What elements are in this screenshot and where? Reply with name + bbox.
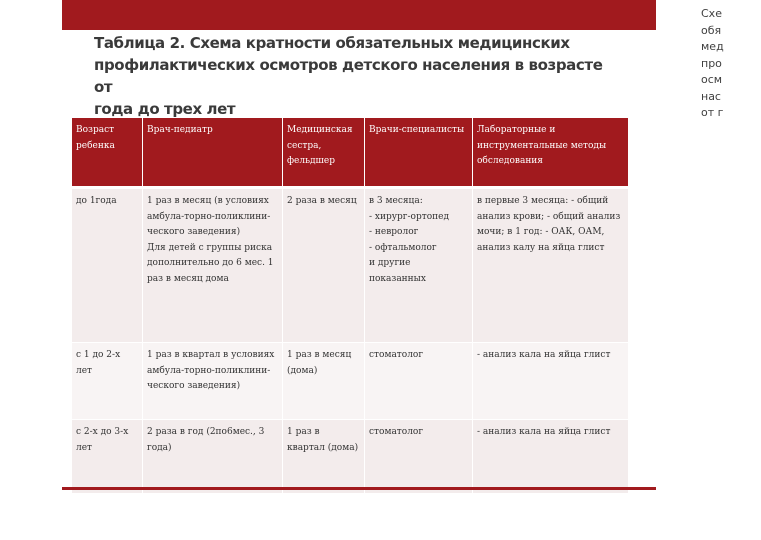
table-row — [72, 343, 629, 420]
cell-nurse: 2 раза в месяц — [283, 188, 365, 343]
cell-lab: - анализ кала на яйца глист — [473, 343, 629, 420]
cell-text: Для детей с группы риска дополнительно до 6 мес. 1 раз в месяц дома — [147, 242, 274, 284]
cell-nurse: 1 раз в квартал (дома) — [283, 420, 365, 494]
side-text-line: мед — [701, 40, 724, 53]
table-row — [72, 420, 629, 494]
cell-text: 2 раза в год (2по6мес., 3 года) — [147, 427, 265, 453]
title-line: Таблица 2. Схема кратности обязательных медицинских — [94, 34, 570, 52]
table-header-row — [72, 118, 629, 188]
cell-age: до 1года — [72, 188, 143, 343]
cell-pediatrician — [143, 188, 283, 343]
side-text-fragment — [701, 6, 761, 122]
title-line: профилактических осмотров детского населения в возрасте от — [94, 56, 603, 96]
header-age: Возраст ребенка — [72, 118, 143, 188]
title-line: года до трех лет — [94, 100, 236, 118]
cell-lab: - анализ кала на яйца глист — [473, 420, 629, 494]
cell-text: в 3 месяца: — [369, 196, 423, 206]
side-text-line: от г — [701, 106, 724, 119]
cell-specialists — [365, 343, 473, 420]
cell-age: с 2-х до 3-х лет — [72, 420, 143, 494]
cell-pediatrician — [143, 420, 283, 494]
header-nurse: Медицинская сестра, фельдшер — [283, 118, 365, 188]
header-specialists: Врачи-специалисты — [365, 118, 473, 188]
cell-age: с 1 до 2-х лет — [72, 343, 143, 420]
cell-text: - невролог — [369, 227, 419, 237]
cell-text: 1 раз в квартал в условиях амбула-торно-поликлини-ческого заведения) — [147, 350, 275, 391]
cell-text: стоматолог — [369, 427, 424, 437]
page-title — [94, 32, 614, 120]
side-text-line: обя — [701, 23, 722, 37]
header-pediatrician: Врач-педиатр — [143, 118, 283, 188]
cell-specialists — [365, 420, 473, 494]
side-text-line: осм — [701, 73, 723, 86]
cell-specialists — [365, 188, 473, 343]
table-row — [72, 188, 629, 343]
header-lab-methods: Лабораторные и инструментальные методы обследования — [473, 118, 629, 188]
cell-text: стоматолог — [369, 350, 424, 360]
cell-text: - хирург-ортопед — [369, 211, 449, 222]
exam-schedule-table — [71, 118, 629, 493]
bottom-accent-rule — [62, 487, 656, 490]
side-text-line: нас — [701, 89, 721, 103]
side-text-line: Схе — [701, 7, 722, 20]
cell-pediatrician — [143, 343, 283, 420]
side-text-line: про — [701, 56, 722, 70]
top-accent-bar — [62, 0, 656, 30]
cell-lab: в первые 3 месяца: - общий анализ крови; - общий анализ мочи; в 1 год: - ОАК, ОАМ, анализ калу на яйца глист — [473, 188, 629, 343]
cell-text: - офтальмолог — [369, 242, 437, 253]
cell-text: 1 раз в месяц (в условиях амбула-торно-поликлини-ческого заведения) — [147, 196, 271, 237]
cell-text: и другие показанных — [369, 258, 426, 284]
cell-nurse: 1 раз в месяц (дома) — [283, 343, 365, 420]
